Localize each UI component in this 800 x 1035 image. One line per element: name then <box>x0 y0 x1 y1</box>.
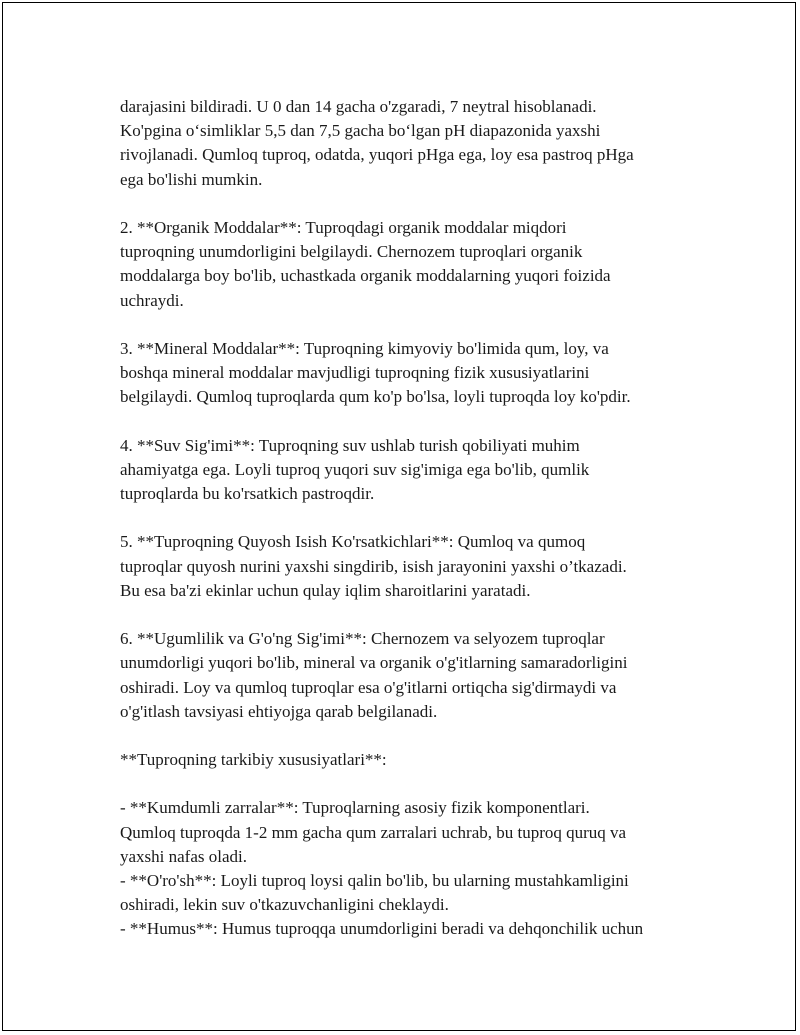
text-line: o'g'itlash tavsiyasi ehtiyojga qarab belgilanadi. <box>120 701 438 721</box>
text-line: uchraydi. <box>120 290 184 310</box>
text-line: - **Kumdumli zarralar**: Tuproqlarning asosiy fizik komponentlari. <box>120 798 590 818</box>
paragraph <box>120 796 720 941</box>
text-line: ahamiyatga ega. Loyli tuproq yuqori suv sig'imiga ega bo'lib, qumlik <box>120 459 590 479</box>
text-line: tuproqlarda bu ko'rsatkich pastroqdir. <box>120 484 375 503</box>
paragraph-gap <box>120 603 720 627</box>
text-line: 2. **Organik Moddalar**: Tuproqdagi organik moddalar miqdori <box>120 217 567 237</box>
paragraph-gap <box>120 772 720 796</box>
text-line: boshqa mineral moddalar mavjudligi tuproqning fizik xususiyatlarini <box>120 363 590 383</box>
text-line: yaxshi nafas oladi. <box>120 846 247 866</box>
text-line: ega bo'lishi mumkin. <box>120 169 263 189</box>
text-line: belgilaydi. Qumloq tuproqlarda qum ko'p bo'lsa, loyli tuproqda loy ko'pdir. <box>120 387 631 407</box>
paragraph <box>120 95 720 192</box>
text-line: darajasini bildiradi. U 0 dan 14 gacha o'zgaradi, 7 neytral hisoblanadi. <box>120 97 597 116</box>
paragraph <box>120 748 720 772</box>
paragraph-gap <box>120 192 720 216</box>
paragraph <box>120 434 720 507</box>
text-line: 5. **Tuproqning Quyosh Isish Ko'rsatkichlari**: Qumloq va qumoq <box>120 532 586 552</box>
text-line: tuproqning unumdorligini belgilaydi. Chernozem tuproqlari organik <box>120 242 583 262</box>
paragraph <box>120 337 720 410</box>
text-line: **Tuproqning tarkibiy xususiyatlari**: <box>120 750 387 770</box>
paragraph <box>120 627 720 724</box>
text-line: Bu esa ba'zi ekinlar uchun qulay iqlim sharoitlarini yaratadi. <box>120 580 531 600</box>
text-line: unumdorligi yuqori bo'lib, mineral va organik o'g'itlarning samaradorligini <box>120 653 628 673</box>
paragraph-gap <box>120 409 720 433</box>
text-line: oshiradi. Loy va qumloq tuproqlar esa o'g'itlarni ortiqcha sig'dirmaydi va <box>120 677 617 697</box>
text-line: - **O'ro'sh**: Loyli tuproq loysi qalin bo'lib, bu ularning mustahkamligini <box>120 871 629 890</box>
paragraph <box>120 530 720 603</box>
text-line: Ko'pgina o‘simliklar 5,5 dan 7,5 gacha bo‘lgan pH diapazonida yaxshi <box>120 121 601 141</box>
text-line: tuproqlar quyosh nurini yaxshi singdirib, isish jarayonini yaxshi o’tkazadi. <box>120 556 627 576</box>
text-line: Qumloq tuproqda 1-2 mm gacha qum zarralari uchrab, bu tuproq quruq va <box>120 822 627 842</box>
paragraph <box>120 216 720 313</box>
document-body <box>120 95 720 942</box>
paragraph-gap <box>120 506 720 530</box>
text-line: moddalarga boy bo'lib, uchastkada organik moddalarning yuqori foizida <box>120 266 611 286</box>
text-line: oshiradi, lekin suv o'tkazuvchanligini cheklaydi. <box>120 895 449 915</box>
text-line: rivojlanadi. Qumloq tuproq, odatda, yuqori pHga ega, loy esa pastroq pHga <box>120 145 634 165</box>
paragraph-gap <box>120 724 720 748</box>
text-line: 6. **Ugumlilik va G'o'ng Sig'imi**: Chernozem va selyozem tuproqlar <box>120 629 605 649</box>
text-line: - **Humus**: Humus tuproqqa unumdorligini beradi va dehqonchilik uchun <box>120 919 644 939</box>
page-frame <box>2 2 796 1031</box>
text-line: 4. **Suv Sig'imi**: Tuproqning suv ushlab turish qobiliyati muhim <box>120 435 580 455</box>
paragraph-gap <box>120 313 720 337</box>
text-line: 3. **Mineral Moddalar**: Tuproqning kimyoviy bo'limida qum, loy, va <box>120 338 609 358</box>
